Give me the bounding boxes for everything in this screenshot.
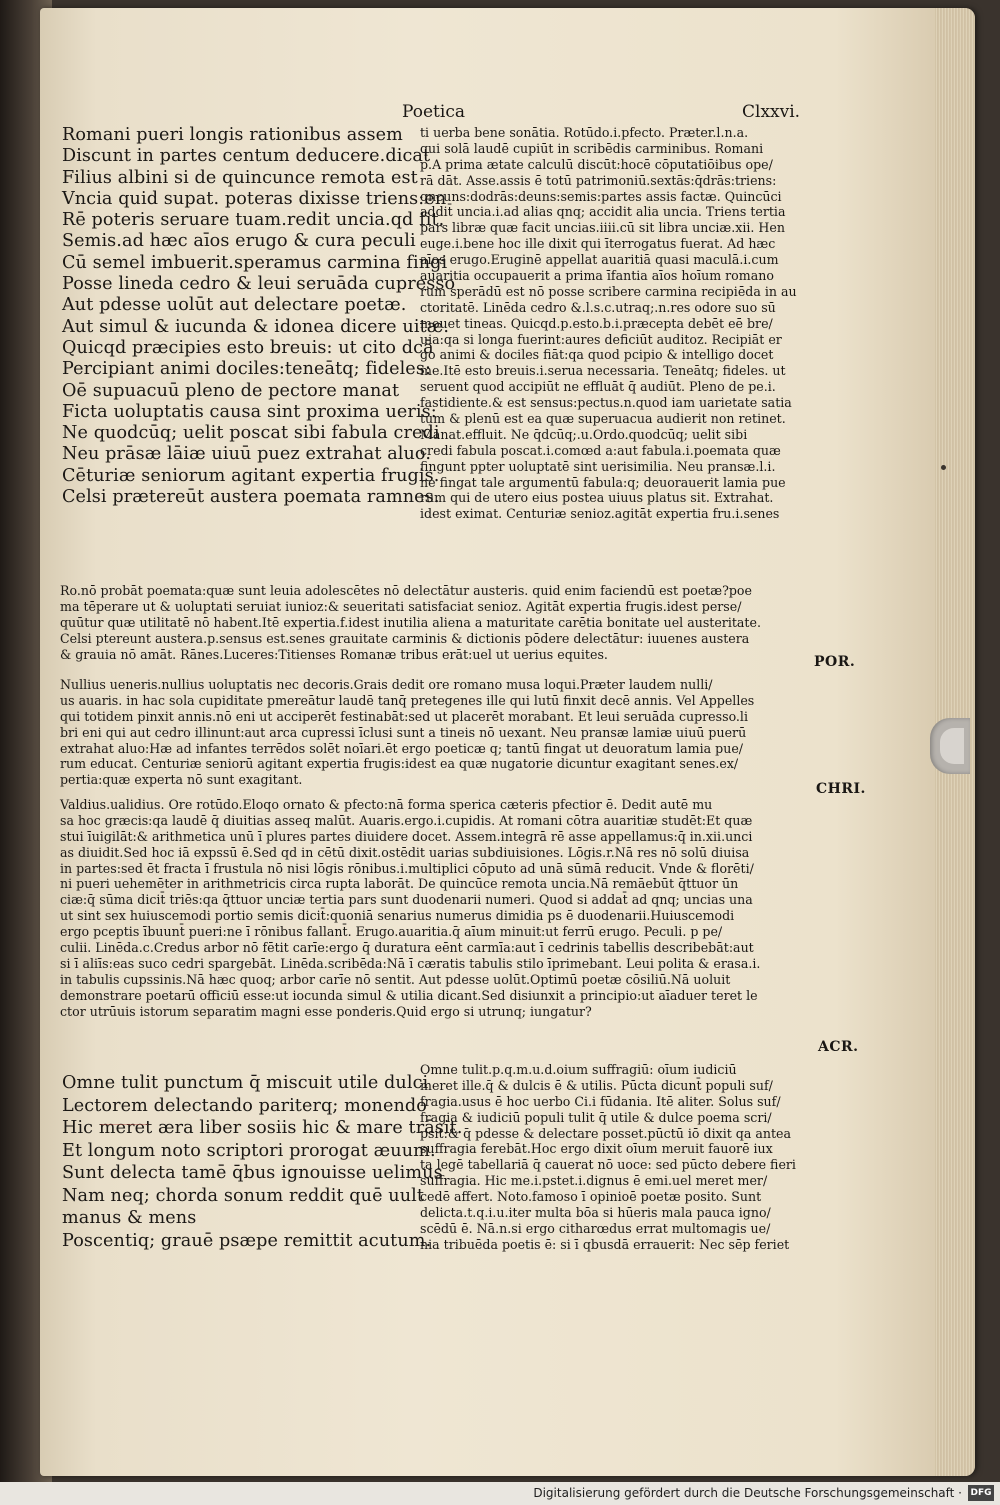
commentary-line: meret ille.q̄ & dulcis ē & utilis. Pūcta dicunt̄ populi suf/: [420, 1077, 773, 1093]
verse-line: Ne quodcūq; uelit poscat sibi fabula credi: [62, 423, 440, 444]
commentary-line: ut sint sex huiuscemodi portio semis dicit̄:quoniā senarius numerus dimidia ps ē duodenarii.Huiuscemodi: [60, 908, 735, 924]
commentary-line: ti uerba bene sonātia. Rotūdo.i.pfecto. Præter.l.n.a.: [420, 125, 749, 140]
commentary-line: aīos erugo.Eruginē appellat auaritiā quasi maculā.i.cum: [420, 252, 779, 268]
commentary-line: qui solā laudē cupiūt in scribēdis carminibus. Romani: [420, 140, 764, 156]
running-title: Poetica: [402, 102, 465, 122]
verse-line: Sunt delecta tamē q̄bus ignouisse uelimus: [62, 1163, 443, 1183]
commentary-full-1: [60, 583, 761, 662]
verse-line: Hic meret æra liber sosiis hic & mare trāsit.: [62, 1118, 463, 1138]
verse-line: manus & mens: [62, 1208, 197, 1228]
verse-line: Lectorem delectando pariterq; monendo: [62, 1095, 427, 1116]
verse-block-bottom: [62, 1072, 463, 1252]
commentary-line: ciæ:q̄ sūma dicit̄ triēs:qa q̄ttuor unciæ tertia pars sunt duodenarii numeri. Quod si addat̄ ad qnq; uncias una: [60, 892, 753, 908]
folio-number: Clxxvi.: [742, 102, 801, 122]
verse-line: Cū semel imbuerit.speramus carmina fingi: [62, 252, 448, 273]
commentary-line: stui īuigilāt:& arithmetica unū ī plures partes diuidere docet. Assem.integrā rē asse appellamus:q̄ in.xii.unci: [60, 828, 753, 844]
funding-credit: Digitalisierung gefördert durch die Deutsche Forschungsgemeinschaft ·: [533, 1486, 962, 1500]
verse-line: Rē poteris seruare tuam.redit uncia.qd fit.: [62, 210, 445, 231]
commentary-line: in tabulis cupssinis.Nā hæc quoq; arbor carīe nō sentit. Aut pdesse uolūt.Optimū poetæ cōsiliū.Nā uoluit: [60, 971, 731, 987]
commentary-line: cedē affert. Noto.famoso ī opinioē poetæ posito. Sunt: [420, 1189, 762, 1205]
commentary-line: ne fingat tale argumentū fabula:q; deuorauerit lamia pue: [420, 474, 786, 490]
commentary-line: idest eximat. Centuriæ senioz.agitāt expertia fru.i.senes: [420, 506, 780, 522]
commentary-line: Celsi ptereunt austera.p.sensus est.senes grauitate carminis & dictionis pōdere delectātur: iuuenes austera: [60, 630, 750, 646]
commentary-line: me.Itē esto breuis.i.serua necessaria. Teneātq; fideles. ut: [420, 363, 786, 379]
verse-line: Ficta uoluptatis causa sint proxima ueris:: [62, 401, 437, 422]
verse-line: Vncia quid supat. poteras dixisse triens:en: [62, 188, 447, 209]
commentary-line: fragia & iudiciū populi tulit q̄ utile & dulce poema scri/: [420, 1109, 772, 1125]
commentary-line: ctoritatē. Linēda cedro &.l.s.c.utraq;.n.res odore suo sū: [420, 299, 776, 315]
verse-line: Semis.ad hæc aīos erugo & cura peculi: [62, 231, 416, 252]
commentary-line: euge.i.bene hoc ille dixit qui īterrogatus fuerat. Ad hæc: [420, 236, 776, 252]
commentary-line: qui totidem pinxit annis.nō eni ut acciperēt festinabāt:sed ut placerēt morabant. Et leui seruāda cupresso.li: [60, 708, 748, 724]
commentary-line: go animi & dociles fiāt:qa quod pcipio & intelligo docet: [420, 347, 774, 363]
verse-line: Omne tulit punctum q̄ miscuit utile dulci: [62, 1073, 429, 1093]
margin-note-por: POR.: [814, 654, 856, 670]
commentary-line: addit̄ uncia.i.ad alias qnq; accidit alia uncia. Triens tertia: [420, 204, 786, 220]
commentary-full-2: [60, 677, 754, 788]
verse-line: Neu prāsæ lāiæ uiuū puez extrahat aluo.: [62, 444, 432, 465]
commentary-line: ergo pceptis ībuunt̄ pueri:ne ī rōnibus fallant̄. Erugo.auaritia.q̄ aīum minuit:ut ferrū erugo. Peculi. p pe/: [60, 924, 723, 940]
commentary-right-top: [420, 125, 797, 522]
margin-note-chri: CHRI.: [816, 781, 866, 797]
commentary-line: mouet tineas. Quicqd.p.esto.b.i.præcepta debēt eē bre/: [420, 315, 773, 331]
verse-line: Aut pdesse uolūt aut delectare poetæ.: [62, 295, 407, 316]
commentary-line: demonstrare poetarū officiū esse:ut iocunda simul & utilia dicant.Sed disiunxit a principio:ut aīaduer teret le: [60, 987, 758, 1003]
commentary-line: scēdū ē. Nā.n.si ergo citharœdus errat multomagis ue/: [420, 1220, 771, 1236]
verse-block-top: [62, 125, 455, 508]
commentary-line: Omne tulit.p.q.m.u.d.oium suffragiū: oīum iudiciū: [420, 1062, 737, 1077]
commentary-line: Ro.nō probāt poemata:quæ sunt leuia adolescētes nō delectātur austeris. quid enim faciendū est poetæ?poe: [60, 583, 752, 598]
commentary-line: sa hoc græcis:qa laudē q̄ diuitias asseq malūt. Auaris.ergo.i.cupidis. At romani cōtra auaritiæ studēt:Et quæ: [60, 812, 753, 828]
verse-line: Aut simul & iucunda & idonea dicere uitæ.: [62, 316, 450, 337]
commentary-line: fragia.usus ē hoc uerbo Ci.i fūdania. Itē aliter. Solus suf/: [420, 1093, 781, 1109]
verse-line: Nam neq; chorda sonum reddit quē uult: [62, 1185, 425, 1206]
commentary-line: rum sperādū est nō posse scribere carmina recipiēda in au: [420, 283, 797, 299]
commentary-line: auaritia occupauerit a prima īfantia aīos hoīum romano: [420, 268, 774, 284]
commentary-full-3: [60, 797, 760, 1019]
commentary-line: & grauia nō amāt. Rānes.Luceres:Titienses Romanæ tribus erāt:uel ut uerius equites.: [60, 646, 608, 662]
verse-line: Oē supuacuū pleno de pectore manat: [62, 380, 400, 401]
commentary-right-bottom: [420, 1062, 796, 1253]
verse-line: Poscentiq; grauē psæpe remittit acutum.: [62, 1230, 432, 1251]
commentary-line: uia:qa si longa fuerint:aures deficiūt auditoz. Recipiāt er: [420, 331, 782, 347]
verse-line: Posse lineda cedro & leui seruāda cupresso: [62, 274, 456, 295]
commentary-line: psit:& q̄ pdesse & delectare posset.pūctū iō dixit qa antea: [420, 1125, 791, 1141]
dfg-logo-icon: DFG: [968, 1485, 994, 1501]
verse-line: Filius albini si de quincunce remota est: [62, 167, 418, 188]
commentary-line: rum educat. Centuriæ seniorū agitant expertia frugis:idest ea quæ nugatorie dicuntur exagitant senes.ex/: [60, 756, 739, 772]
margin-note-acr: ACR.: [818, 1039, 859, 1055]
commentary-line: rā dāt. Asse.assis ē totū patrimoniū.sextās:q̄drās:triens:: [420, 172, 777, 188]
commentary-line: pars libræ quæ facit uncias.iiii.cū sit libra unciæ.xii. Hen: [420, 220, 785, 236]
commentary-line: extrahat aluo:Hæ ad infantes terrēdos solēt noīari.ēt ergo poeticæ q; tantū fingat ut deuoratum lamia pue/: [60, 740, 744, 756]
commentary-line: fastidiente.& est sensus:pectus.n.quod iam uarietate satia: [420, 395, 792, 411]
commentary-line: rum qui de utero eius postea uiuus platus sit. Extrahat.: [420, 490, 774, 506]
commentary-line: culii. Linēda.c.Credus arbor nō fētit carīe:ergo q̄ duratura eēnt carmīa:aut ī cedrinis tabellis describebāt:aut: [60, 940, 754, 956]
commentary-line: nia tribuēda poetis ē: si ī qbusdā errauerit: Nec sēp feriet: [420, 1236, 790, 1252]
commentary-line: credi fabula poscat.i.comœd a:aut fabula.i.poemata quæ: [420, 442, 781, 458]
commentary-line: qncuns:dodrās:deuns:semis:partes assis factæ. Quincūci: [420, 188, 782, 204]
commentary-line: ta legē tabellariā q̄ cauerat nō uoce: sed pūcto debere fieri: [420, 1157, 796, 1173]
commentary-line: fingunt ppter uoluptatē sint uerisimilia. Neu pransæ.l.i.: [420, 458, 776, 474]
commentary-line: seruent quod accipiūt ne effluāt q̄ audiūt. Pleno de pe.i.: [420, 379, 776, 395]
verse-line: Romani pueri longis rationibus assem: [62, 125, 403, 145]
commentary-line: pertia:quæ experta nō sunt exagitant.: [60, 772, 303, 788]
bookmark-tab: [930, 718, 970, 774]
commentary-line: us auaris. in hac sola cupiditate pmereātur laudē tanq̄ pretegenes ille qui lutū finxit decē annis. Vel Appelles: [60, 692, 755, 708]
verse-line: Celsi prætereūt austera poemata ramnes.: [62, 487, 440, 508]
commentary-line: bri eni qui aut cedro illinunt:aut arca cupressi īclusi sunt a tineis nō uexant. Neu pransæ lamiæ uiuū puerū: [60, 724, 747, 740]
commentary-line: in partes:sed ēt fracta ī frustula nō nisi lōgis rōnibus.i.multiplici cōputo ad unā sūmā reducit. Vnde & florēti/: [60, 860, 754, 876]
commentary-line: ctor utrūuis istorum separatim magni esse ponderis.Quid ergo si utrunq; iungatur?: [60, 1003, 592, 1019]
commentary-line: p.A prima ætate calculū discūt:hocē cōputatiōibus ope/: [420, 156, 773, 172]
commentary-line: tum & plenū est ea quæ superuacua audierit non retinet.: [420, 411, 786, 427]
verse-line: Discunt in partes centum deducere.dicat: [62, 146, 431, 167]
red-ink-underline: [100, 1118, 148, 1125]
commentary-line: Manat.effluit. Ne q̄dcūq;.u.Ordo.quodcūq; uelit sibi: [420, 426, 748, 442]
commentary-line: quūtur quæ utilitatē nō habent.Itē expertia.f.idest inutilia aliena a maturitate carētia bonitate uel austeritate.: [60, 614, 761, 630]
commentary-line: Valdius.ualidius. Ore rotūdo.Eloqo ornato & pfecto:nā forma sperica cæteris pfectior ē. Dedit autē mu: [60, 797, 713, 812]
verse-line: Quicqd præcipies esto breuis: ut cito dcā: [62, 337, 434, 358]
commentary-line: suffragia ferebāt.Hoc ergo dixit oīum meruit fauorē iux: [420, 1141, 773, 1157]
ink-spot: [941, 465, 946, 470]
commentary-line: si ī aliīs:eas suco cedri spargebāt. Linēda.scribēda:Nā ī cæratis tabulis stilo īprimebant. Leui polita & erasa.i.: [60, 955, 761, 971]
commentary-line: Nullius ueneris.nullius uoluptatis nec decoris.Grais dedit ore romano musa loqui.Præter laudem nulli/: [60, 677, 713, 692]
commentary-line: as diuidit.Sed hoc iā expssū ē.Sed qd in cētū dixit.ostēdit uarias subdiuisiones. Lōgis.r.Nā res nō solū diuisa: [60, 844, 750, 860]
commentary-line: delicta.t.q.i.u.iter multa bōa si hūeris mala pauca igno/: [420, 1205, 771, 1221]
commentary-line: ma tēperare ut & uoluptati seruiat iunioz:& seueritati satisfaciat senioz. Agitāt expertia frugis.idest perse/: [60, 598, 742, 614]
verse-line: Percipiant animi dociles:teneātq; fideles:: [62, 359, 431, 380]
commentary-line: ni pueri uehemēter in arithmetricis circa rupta laborāt. De quincūce remota uncia.Nā remāebūt q̄ttuor ūn: [60, 876, 739, 892]
footer-bar: [0, 1482, 1000, 1505]
commentary-line: suffragia. Hic me.i.pstet.i.dignus ē emi.uel meret mer/: [420, 1173, 768, 1189]
verse-line: Et longum noto scriptori prorogat æuum.: [62, 1140, 436, 1161]
verse-line: Cēturiæ seniorum agitant expertia frugis.: [62, 465, 440, 486]
